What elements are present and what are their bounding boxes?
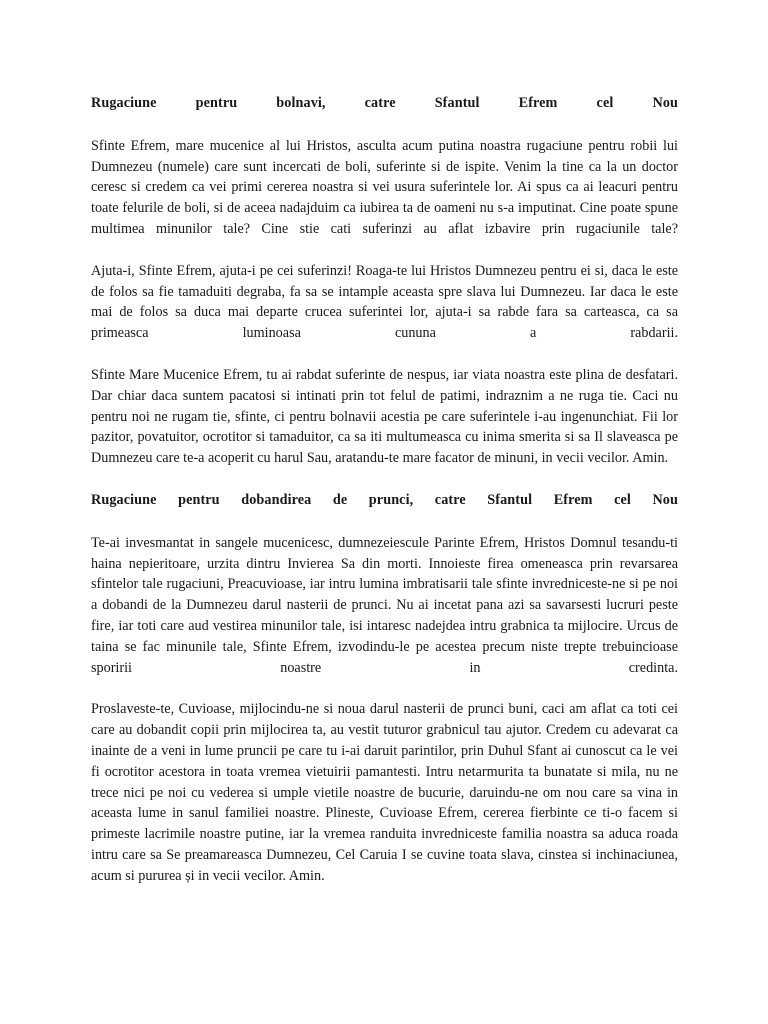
- paragraph: Sfinte Mare Mucenice Efrem, tu ai rabdat suferinte de nespus, iar viata noastra este plina de desfatari. Dar chiar daca suntem pacatosi si intinati prin tot felul de patimi, indraznim a ne ruga tie. Caci nu pentru noi ne rugam tie, sfinte, ci pentru bolnavii acestia pe care suferintele i-au ingenunchiat. Fii lor pazitor, povatuitor, ocrotitor si tamaduitor, ca sa iti multumeasca cu inima smerita si sa Il slaveasca pe Dumnezeu care te-a acoperit cu harul Sau, aratandu-te mare facator de minuni, in vecii vecilor. Amin.: [91, 366, 678, 467]
- section-prayer-for-sick: [91, 93, 678, 469]
- section-prayer-for-children: [91, 490, 678, 887]
- paragraph: Ajuta-i, Sfinte Efrem, ajuta-i pe cei suferinzi! Roaga-te lui Hristos Dumnezeu pentru ei si, daca le este de folos sa fie tamaduiti degraba, fa sa se intample aceasta spre slava lui Dumnezeu. Iar daca le este mai de folos sa duca mai departe crucea suferintei lor, ajuta-i sa rabde fara sa carteasca, ca sa primeasca luminoasa cununa a rabdarii.: [91, 262, 678, 342]
- document-page: [91, 93, 678, 908]
- paragraph: Te-ai invesmantat in sangele mucenicesc, dumnezeiescule Parinte Efrem, Hristos Domnul tesandu-ti haina nepieritoare, urzita dintru Invierea Sa din morti. Innoieste firea omeneasca prin revarsarea sfintelor tale rugaciuni, Preacuvioase, iar intru lumina imbratisarii tale sfinte invredniceste-ne si pe noi a dobandi de la Dumnezeu darul nasterii de prunci. Nu ai incetat pana azi sa savarsesti lucruri peste fire, iar toti care aud vestirea minunilor tale, isi intaresc nadejdea intru grabnica ta mijlocire. Urcus de taina se fac minunile tale, Sfinte Efrem, izvodindu-le pe acestea precum niste trepte trebuincioase sporirii noastre in credinta.: [91, 534, 678, 676]
- paragraph: Proslaveste-te, Cuvioase, mijlocindu-ne si noua darul nasterii de prunci buni, caci am aflat ca toti cei care au dobandit copii prin mijlocirea ta, au vestit tuturor grabnicul tau ajutor. Credem cu adevarat ca inainte de a veni in lume pruncii pe care tu i-ai daruit parintilor, prin Duhul Sfant ai cunoscut ca le vei fi ocrotitor acestora in toata vremea vietuirii pamantesti. Intru netarmurita ta bunatate si mila, nu ne trece nici pe noi cu vederea si umple vietile noastre de bucurie, daruindu-ne om nou care sa vina in aceasta lume in sanul familiei noastre. Plineste, Cuvioase Efrem, cererea fierbinte ce ti-o facem si primeste lacrimile noastre putine, iar la vremea randuita invredniceste familia noastra sa aduca roada intru care sa Se preamareasca Dumnezeu, Cel Caruia I se cuvine toata slava, cinstea si inchinaciunea, acum si pururea și in vecii vecilor. Amin.: [91, 701, 678, 884]
- section-heading: Rugaciune pentru bolnavi, catre Sfantul Efrem cel Nou: [91, 95, 678, 111]
- paragraph: Sfinte Efrem, mare mucenice al lui Hristos, asculta acum putina noastra rugaciune pentru robii lui Dumnezeu (numele) care sunt incercati de boli, suferinte si de ispite. Venim la tine ca la un doctor ceresc si credem ca vei primi cererea noastra si vei usura suferintele lor. Ai spus ca ai leacuri pentru toate felurile de boli, si de aceea nadajduim ca iubirea ta de oameni nu s-a imputinat. Cine poate spune multimea minunilor tale? Cine stie cati suferinzi au aflat izbavire prin rugaciunile tale?: [91, 137, 678, 237]
- section-heading: Rugaciune pentru dobandirea de prunci, catre Sfantul Efrem cel Nou: [91, 491, 678, 508]
